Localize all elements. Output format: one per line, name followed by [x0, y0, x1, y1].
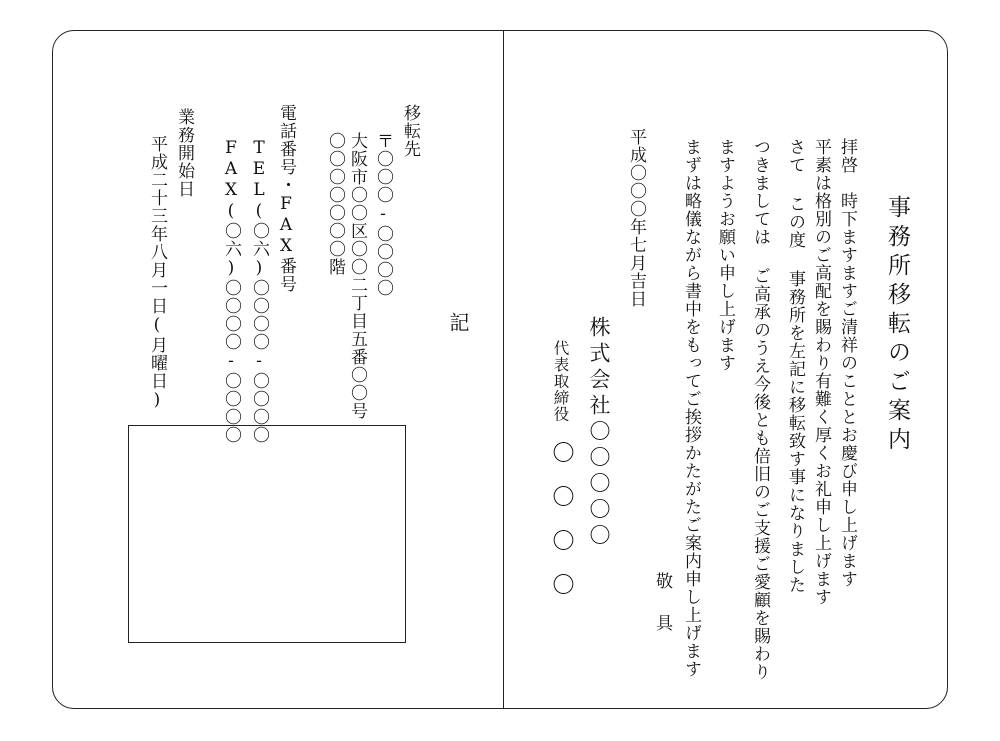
address-line-1: 大阪市〇〇区〇〇二丁目五番〇〇号 — [347, 132, 367, 420]
representative-title: 代表取締役 — [551, 340, 570, 423]
tel-number: TEL(〇六)〇〇〇〇-〇〇〇〇 — [249, 138, 269, 444]
business-start-date: 平成二十三年八月一日(月曜日) — [147, 135, 167, 411]
body-line-2: 平素は格別のご高配を賜わり有難く厚くお礼申し上げます — [811, 138, 831, 606]
company-name: 株式会社〇〇〇〇〇 — [587, 316, 611, 550]
address-heading: 移転先 — [400, 104, 420, 158]
body-line-6: まずは略儀ながら書中をもってご挨拶かたがたご案内申し上げます — [681, 138, 701, 678]
body-line-3: さて この度 事務所を左記に移転致す事になりました — [785, 138, 805, 594]
body-line-4: つきましては ご高承のうえ今後とも倍旧のご支援ご愛顧を賜わり — [750, 138, 770, 681]
postal-code: 〒〇〇〇-〇〇〇〇 — [373, 132, 393, 297]
map-placeholder-box — [128, 425, 406, 643]
fold-line — [503, 30, 504, 709]
announcement-title: 事務所移転のご案内 — [884, 195, 910, 456]
date-line: 平成〇〇〇年七月吉日 — [626, 128, 646, 308]
fax-number: FAX(〇六)〇〇〇〇-〇〇〇〇 — [221, 138, 241, 444]
phone-heading: 電話番号・FAX番号 — [276, 104, 296, 293]
body-line-5: ますようお願い申し上げます — [715, 138, 735, 372]
representative-name: 〇〇〇〇 — [549, 441, 574, 617]
ki-marker: 記 — [446, 312, 470, 333]
body-line-1: 拝啓 時下ますますご清祥のこととお慶び申し上げます — [837, 138, 857, 588]
address-line-2: 〇〇〇〇〇〇〇階 — [325, 132, 345, 276]
closing-keigu: 敬 具 — [652, 572, 672, 635]
business-heading: 業務開始日 — [174, 108, 194, 198]
